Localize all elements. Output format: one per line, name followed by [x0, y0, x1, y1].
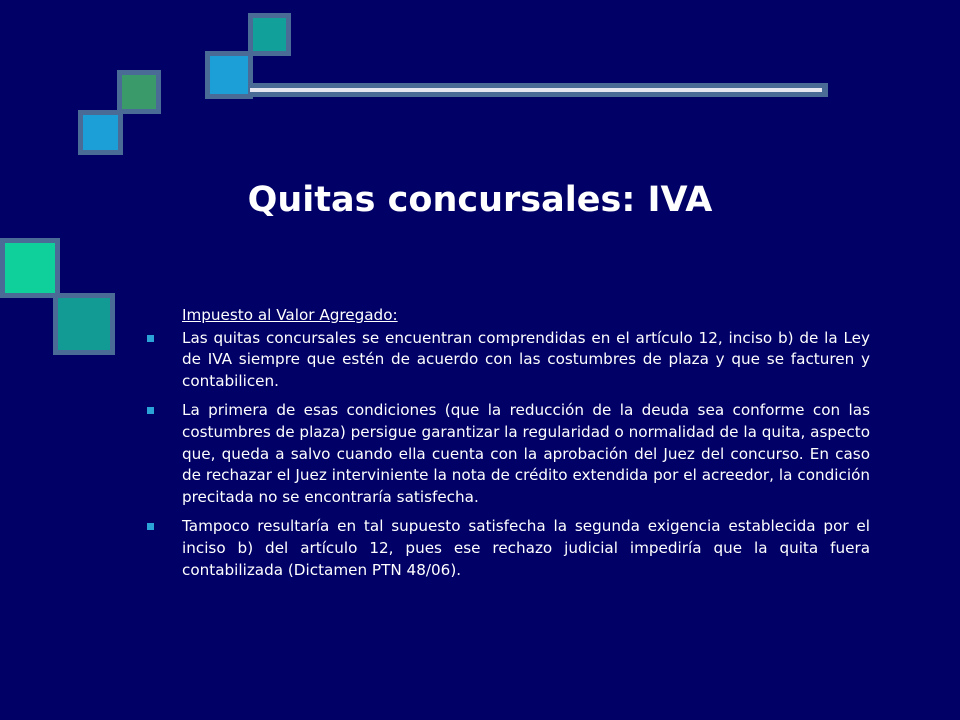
decor-square-teal-top: [248, 13, 291, 56]
bullet-item: [182, 400, 870, 508]
decor-square-blue-mid: [78, 110, 123, 155]
square-bullet-icon: [147, 335, 154, 342]
decor-square-green: [117, 70, 161, 114]
slide-title: Quitas concursales: IVA: [247, 180, 713, 220]
bullet-text: Las quitas concursales se encuentran comprendidas en el artículo 12, inciso b) de la Ley de IVA siempre que estén de acuerdo con las costumbres de plaza y que se facturen y contabilicen.: [182, 328, 870, 390]
decor-line: [250, 83, 828, 97]
slide-subheading: Impuesto al Valor Agregado:: [182, 306, 398, 324]
decor-square-mint: [0, 238, 60, 298]
square-bullet-icon: [147, 407, 154, 414]
bullet-text: La primera de esas condiciones (que la reducción de la deuda sea conforme con las costumbres de plaza) persigue garantizar la regularidad o normalidad de la quita, aspecto que, queda a salvo cuando ella cuenta con la aprobación del Juez del concurso. En caso de rechazar el Juez interviniente la nota de crédito extendida por el acreedor, la condición precitada no se encontraría satisfecha.: [182, 401, 870, 506]
slide-content: [182, 305, 870, 589]
decor-square-teal-dark: [53, 293, 115, 355]
decor-line-highlight: [250, 88, 822, 92]
square-bullet-icon: [147, 523, 154, 530]
bullet-text: Tampoco resultaría en tal supuesto satisfecha la segunda exigencia establecida por el inciso b) del artículo 12, pues ese rechazo judicial impediría que la quita fuera contabilizada (Dictamen PTN 48/06).: [182, 517, 870, 579]
bullet-item: [182, 328, 870, 393]
decor-square-blue-top: [205, 51, 253, 99]
bullet-item: [182, 516, 870, 581]
